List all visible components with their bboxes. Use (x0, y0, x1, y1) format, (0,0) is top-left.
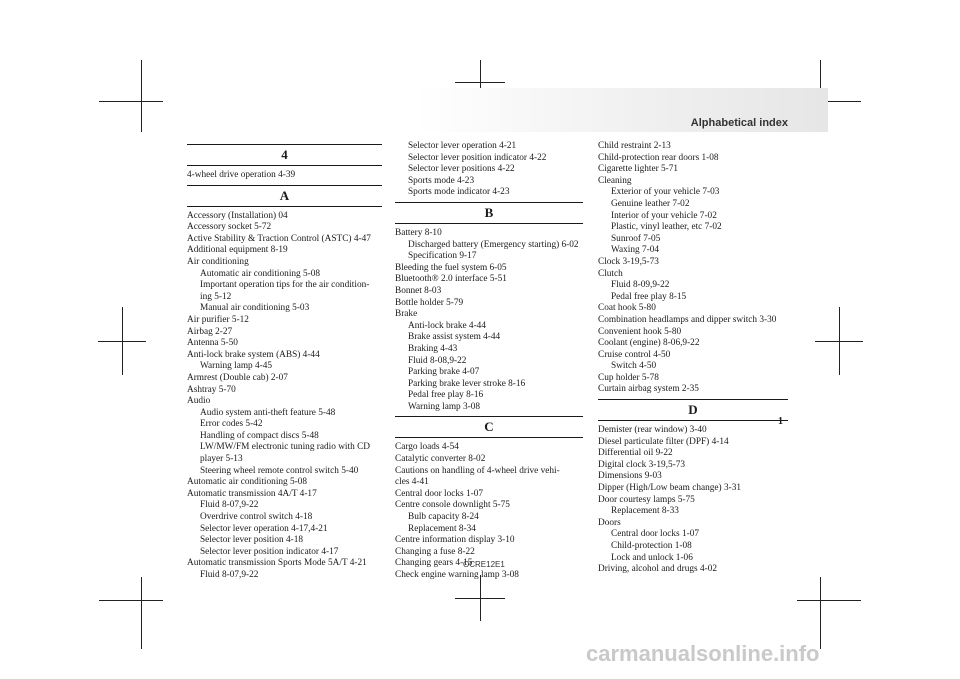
crop-mark (820, 577, 821, 649)
index-entry: Digital clock 3-19,5-73 (598, 459, 686, 470)
section-heading (598, 399, 788, 421)
index-subentry: Replacement 8-34 (408, 523, 476, 534)
index-entry: Dipper (High/Low beam change) 3-31 (598, 483, 742, 494)
index-subentry: Waxing 7-04 (611, 245, 660, 256)
index-column-3 (598, 141, 788, 576)
index-subentry: Lock and unlock 1-06 (611, 552, 693, 563)
index-subentry: Selector lever position 4-18 (200, 535, 304, 546)
index-entry: Airbag 2-27 (187, 326, 233, 337)
index-subentry: Warning lamp 4-45 (200, 361, 273, 372)
index-entry: Ashtray 5-70 (187, 384, 236, 395)
index-subentry: Bulb capacity 8-24 (408, 512, 479, 523)
index-subentry: Manual air conditioning 5-03 (200, 303, 310, 314)
section-rule (395, 223, 583, 224)
index-subentry: ing 5-12 (200, 291, 232, 302)
index-entry: Bottle holder 5-79 (395, 297, 464, 308)
crop-mark (99, 600, 163, 601)
document-code: OCRE12E1 (463, 560, 505, 569)
index-entry: Catalytic converter 8-02 (395, 454, 486, 465)
index-subentry: Sunroof 7-05 (611, 233, 661, 244)
index-subentry: Warning lamp 3-08 (408, 401, 481, 412)
index-entry: Dimensions 9-03 (598, 471, 662, 482)
index-entry: Bleeding the fuel system 6-05 (395, 262, 507, 273)
watermark: carmanualsonline.info (586, 641, 820, 666)
index-subentry: Brake assist system 4-44 (408, 332, 501, 343)
index-subentry: LW/MW/FM electronic tuning radio with CD (200, 442, 370, 453)
index-subentry: Fluid 8-08,9-22 (408, 355, 467, 366)
page-number: 1 (778, 416, 783, 427)
index-entry: Clutch (598, 268, 623, 279)
index-subentry: Parking brake 4-07 (408, 367, 480, 378)
index-subentry: Anti-lock brake 4-44 (408, 320, 486, 331)
index-entry: Active Stability & Traction Control (ASTC) 4-47 (187, 233, 371, 244)
index-entry: Bonnet 8-03 (395, 285, 442, 296)
index-subentry: Fluid 8-07,9-22 (200, 570, 259, 580)
section-heading (395, 416, 583, 438)
index-entry: Central door locks 1-07 (395, 488, 484, 499)
index-subentry: Sports mode indicator 4-23 (408, 187, 510, 198)
index-entry: Door courtesy lamps 5-75 (598, 494, 695, 505)
section-letter: D (688, 402, 698, 418)
index-subentry: Sports mode 4-23 (408, 175, 475, 186)
index-entry: Cautions on handling of 4-wheel drive vehi- (395, 465, 560, 476)
index-subentry: Selector lever operation 4-21 (408, 141, 517, 151)
index-entry: Antenna 5-50 (187, 338, 238, 349)
index-entry: Audio (187, 396, 211, 407)
index-subentry: Automatic air conditioning 5-08 (200, 268, 321, 279)
index-subentry: Discharged battery (Emergency starting) 6-02 (408, 239, 579, 250)
index-subentry: Selector lever position indicator 4-22 (408, 152, 547, 163)
index-entry: Cargo loads 4-54 (395, 442, 459, 453)
crop-mark (99, 101, 163, 102)
index-entry: Child restraint 2-13 (598, 141, 671, 151)
page-header-title: Alphabetical index (690, 117, 788, 129)
index-entry: Automatic transmission Sports Mode 5A/T 4-21 (187, 558, 367, 569)
index-entry: Cruise control 4-50 (598, 349, 671, 360)
index-entry: Cleaning (598, 175, 632, 186)
index-entry: Diesel particulate filter (DPF) 4-14 (598, 436, 729, 447)
section-rule (187, 165, 382, 166)
index-entry: cles 4-41 (395, 477, 429, 488)
index-subentry: Switch 4-50 (611, 361, 657, 372)
index-subentry: Central door locks 1-07 (611, 529, 700, 540)
index-entry: Automatic air conditioning 5-08 (187, 477, 308, 488)
index-entry: Combination headlamps and dipper switch 3-30 (598, 314, 777, 325)
section-heading (187, 185, 382, 207)
section-heading (187, 144, 382, 166)
index-subentry: Fluid 8-07,9-22 (200, 500, 259, 511)
index-column-2 (395, 141, 583, 582)
index-entry: Armrest (Double cab) 2-07 (187, 372, 288, 383)
index-subentry: Pedal free play 8-16 (408, 390, 484, 401)
index-entry: Accessory (Installation) 04 (187, 210, 288, 221)
index-subentry: Selector lever position indicator 4-17 (200, 546, 339, 557)
index-entry: Differential oil 9-22 (598, 448, 673, 459)
index-entry: Additional equipment 8-19 (187, 245, 288, 256)
index-subentry: Audio system anti-theft feature 5-48 (200, 407, 336, 418)
section-letter: B (484, 204, 494, 220)
index-entry: Automatic transmission 4A/T 4-17 (187, 488, 317, 499)
index-subentry: Selector lever operation 4-17,4-21 (200, 523, 328, 534)
index-entry: Centre information display 3-10 (395, 535, 515, 546)
index-subentry: Important operation tips for the air condition- (200, 280, 370, 291)
index-subentry: Overdrive control switch 4-18 (200, 512, 313, 523)
index-entry: Demister (rear window) 3-40 (598, 425, 707, 436)
index-entry: Clock 3-19,5-73 (598, 256, 659, 267)
index-subentry: Replacement 8-33 (611, 506, 679, 517)
crop-mark (141, 60, 142, 132)
index-subentry: Fluid 8-09,9-22 (611, 280, 670, 291)
index-subentry: Parking brake lever stroke 8-16 (408, 378, 526, 389)
index-entry: Coolant (engine) 8-06,9-22 (598, 338, 700, 349)
index-entry: Battery 8-10 (395, 227, 442, 238)
index-column-1 (187, 141, 382, 582)
crop-mark (98, 341, 146, 342)
index-entry: Curtain airbag system 2-35 (598, 384, 699, 395)
index-entry: Changing gears 4-15 (395, 558, 473, 569)
index-subentry: Braking 4-43 (408, 343, 458, 354)
index-subentry: Interior of your vehicle 7-02 (611, 210, 717, 221)
crop-mark (141, 577, 142, 649)
section-heading (395, 202, 583, 224)
index-subentry: Pedal free play 8-15 (611, 291, 687, 302)
section-letter: C (484, 419, 494, 435)
index-subentry: Selector lever positions 4-22 (408, 164, 515, 175)
index-entry: Anti-lock brake system (ABS) 4-44 (187, 349, 320, 360)
index-entry: 4-wheel drive operation 4-39 (187, 170, 296, 180)
index-subentry: Genuine leather 7-02 (611, 198, 690, 209)
section-rule (598, 420, 788, 421)
index-entry: Brake (395, 309, 418, 320)
index-entry: Child-protection rear doors 1-08 (598, 152, 719, 163)
index-entry: Bluetooth® 2.0 interface 5-51 (395, 274, 507, 285)
index-subentry: Exterior of your vehicle 7-03 (611, 187, 720, 198)
section-letter: A (279, 187, 290, 203)
section-letter: 4 (281, 147, 288, 162)
index-entry: Air purifier 5-12 (187, 314, 249, 325)
crop-mark (455, 82, 505, 83)
index-subentry: Specification 9-17 (408, 251, 477, 262)
crop-mark (455, 598, 505, 599)
index-entry: Cup holder 5-78 (598, 372, 659, 383)
section-rule (187, 206, 382, 207)
index-entry: Convenient hook 5-80 (598, 326, 682, 337)
index-subentry: Steering wheel remote control switch 5-40 (200, 465, 359, 476)
index-entry: Driving, alcohol and drugs 4-02 (598, 564, 718, 575)
section-rule (395, 437, 583, 438)
index-subentry: Handling of compact discs 5-48 (200, 430, 319, 441)
index-entry: Doors (598, 517, 621, 528)
index-entry: Changing a fuse 8-22 (395, 546, 475, 557)
index-subentry: Child-protection 1-08 (611, 541, 692, 551)
crop-mark (815, 341, 863, 342)
index-entry: Check engine warning lamp 3-08 (395, 570, 519, 580)
index-entry: Cigarette lighter 5-71 (598, 164, 679, 175)
index-entry: Accessory socket 5-72 (187, 222, 272, 233)
index-subentry: player 5-13 (200, 454, 243, 465)
index-subentry: Plastic, vinyl leather, etc 7-02 (611, 222, 722, 233)
index-entry: Centre console downlight 5-75 (395, 500, 510, 511)
crop-mark (797, 600, 861, 601)
index-subentry: Error codes 5-42 (200, 419, 263, 430)
index-entry: Air conditioning (187, 256, 249, 267)
index-entry: Coat hook 5-80 (598, 303, 656, 314)
